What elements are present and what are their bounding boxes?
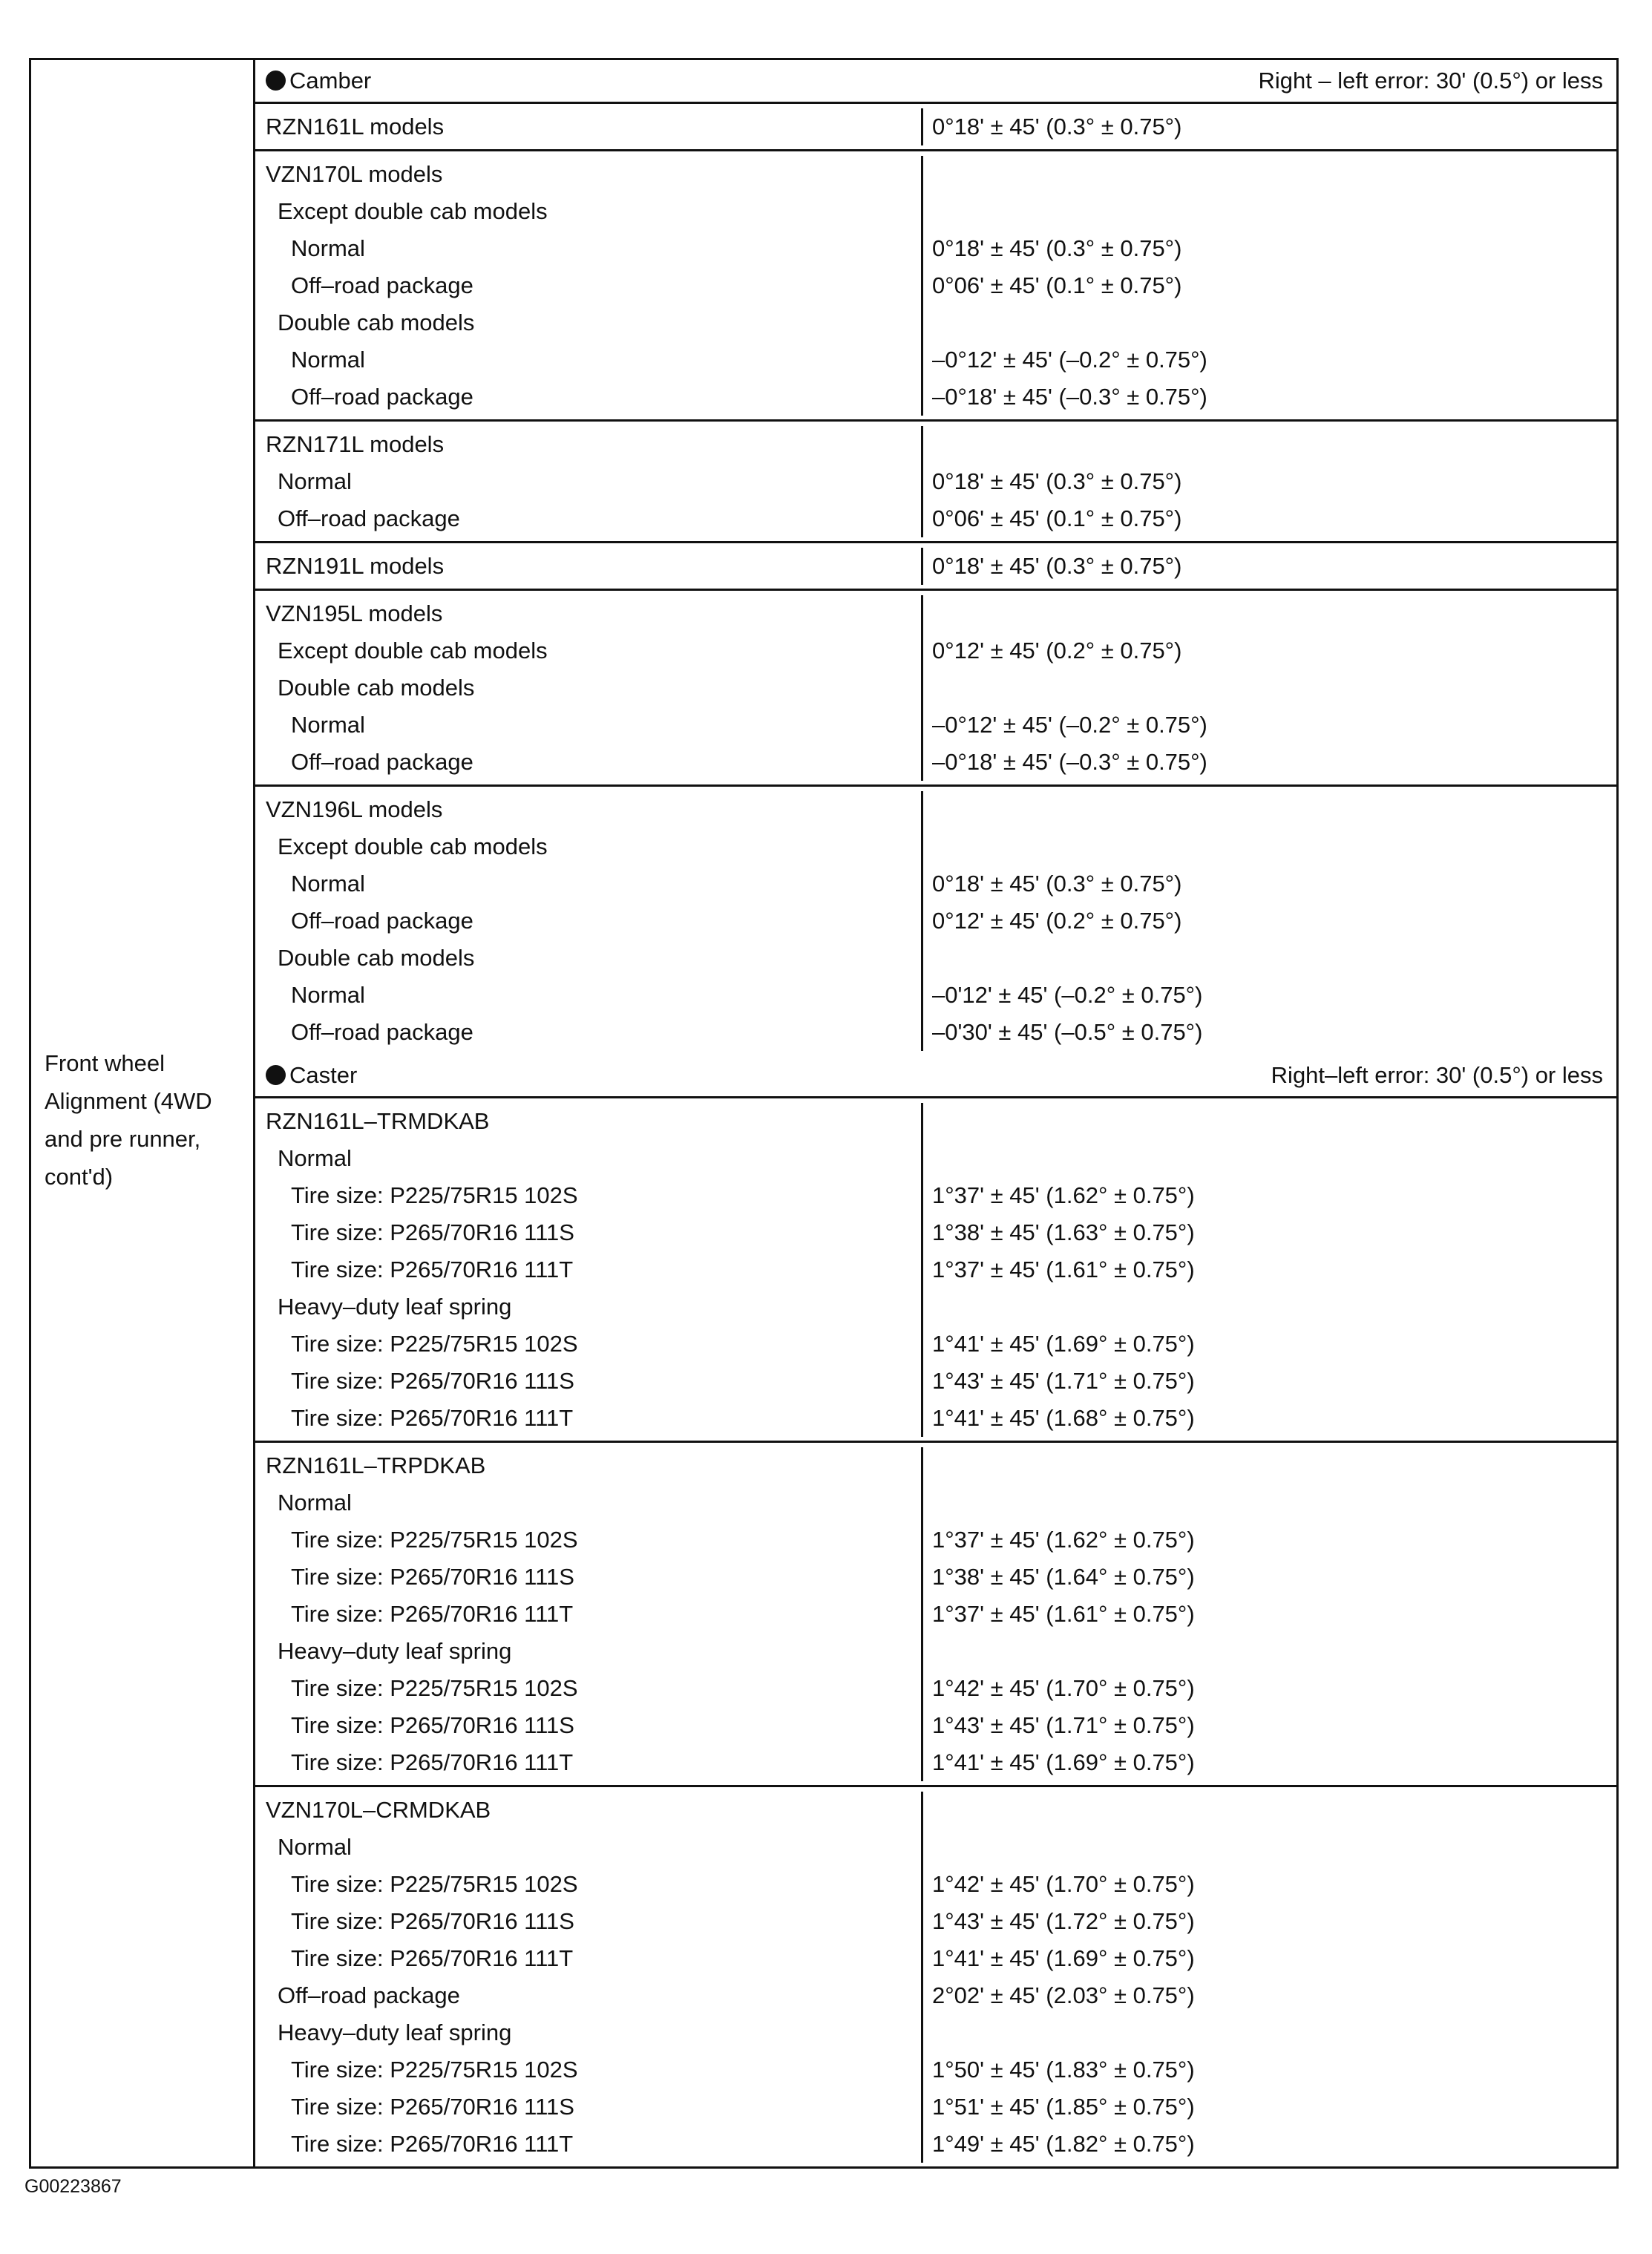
- section-title-wrap: [266, 1062, 357, 1089]
- spec-values: [923, 791, 1616, 1051]
- spec-label: Normal: [291, 982, 365, 1008]
- spec-value: [932, 828, 1616, 865]
- spec-value: 1°51' ± 45' (1.85° ± 0.75°): [932, 2094, 1195, 2120]
- category-label: Front wheel Alignment (4WD and pre runner, cont'd): [45, 1050, 212, 1190]
- spec-values: [923, 156, 1616, 416]
- spec-labels: [255, 156, 923, 416]
- category-column: [31, 60, 255, 2166]
- spec-label: Normal: [291, 871, 365, 897]
- section-title: Caster: [289, 1062, 358, 1088]
- spec-label: RZN161L–TRPDKAB: [266, 1452, 486, 1478]
- spec-value: –0°12' ± 45' (–0.2° ± 0.75°): [932, 712, 1207, 738]
- spec-value: [932, 2014, 1616, 2051]
- spec-value: [932, 1829, 1616, 1866]
- spec-value: 1°43' ± 45' (1.71° ± 0.75°): [932, 1368, 1195, 1394]
- section-title-wrap: [266, 68, 371, 94]
- spec-value: 1°41' ± 45' (1.69° ± 0.75°): [932, 1331, 1195, 1357]
- spec-label: VZN196L models: [266, 796, 443, 822]
- spec-label: RZN161L models: [266, 114, 445, 140]
- spec-label: Heavy–duty leaf spring: [278, 1638, 512, 1664]
- spec-label: Tire size: P265/70R16 111S: [291, 1712, 574, 1738]
- spec-value: 1°43' ± 45' (1.71° ± 0.75°): [932, 1712, 1195, 1738]
- spec-label: Normal: [291, 347, 365, 373]
- spec-label: Heavy–duty leaf spring: [278, 1294, 512, 1320]
- spec-label: Tire size: P265/70R16 111S: [291, 2094, 574, 2120]
- spec-value: [932, 1140, 1616, 1177]
- spec-label: Off–road package: [291, 749, 473, 775]
- spec-value: 1°37' ± 45' (1.62° ± 0.75°): [932, 1527, 1195, 1553]
- spec-value: 0°06' ± 45' (0.1° ± 0.75°): [932, 505, 1182, 531]
- spec-label: Double cab models: [278, 675, 475, 701]
- spec-group: [255, 1443, 1616, 1787]
- spec-label: Normal: [291, 712, 365, 738]
- spec-label: Off–road package: [278, 1982, 460, 2008]
- spec-label: Tire size: P265/70R16 111T: [291, 2131, 574, 2157]
- spec-label: Tire size: P225/75R15 102S: [291, 1331, 578, 1357]
- spec-values: [923, 1792, 1616, 2163]
- spec-label: Tire size: P265/70R16 111S: [291, 1219, 574, 1245]
- spec-label: Off–road package: [291, 1019, 473, 1045]
- spec-value: 1°41' ± 45' (1.69° ± 0.75°): [932, 1749, 1195, 1775]
- spec-values: [923, 108, 1616, 145]
- section-title: Camber: [289, 68, 372, 94]
- spec-values: [923, 1447, 1616, 1781]
- spec-value: 0°18' ± 45' (0.3° ± 0.75°): [932, 553, 1182, 579]
- spec-value: –0°18' ± 45' (–0.3° ± 0.75°): [932, 749, 1207, 775]
- spec-value: [932, 595, 1616, 632]
- spec-labels: [255, 1792, 923, 2163]
- spec-label: VZN170L models: [266, 161, 443, 187]
- spec-label: Off–road package: [291, 908, 473, 934]
- spec-label: Except double cab models: [278, 638, 548, 664]
- spec-label: Except double cab models: [278, 198, 548, 224]
- spec-value: [932, 193, 1616, 230]
- spec-value: 0°06' ± 45' (0.1° ± 0.75°): [932, 272, 1182, 298]
- spec-labels: [255, 548, 923, 585]
- spec-value: –0°12' ± 45' (–0.2° ± 0.75°): [932, 347, 1207, 373]
- spec-label: Tire size: P225/75R15 102S: [291, 2057, 578, 2083]
- spec-labels: [255, 595, 923, 781]
- spec-label: Tire size: P225/75R15 102S: [291, 1871, 578, 1897]
- spec-value: 1°37' ± 45' (1.62° ± 0.75°): [932, 1182, 1195, 1208]
- spec-label: Heavy–duty leaf spring: [278, 2019, 512, 2045]
- spec-value: 0°12' ± 45' (0.2° ± 0.75°): [932, 908, 1182, 934]
- spec-group: [255, 104, 1616, 151]
- spec-label: Normal: [278, 1145, 352, 1171]
- spec-label: Normal: [278, 1490, 352, 1516]
- section-header: [255, 1055, 1616, 1098]
- spec-label: Tire size: P265/70R16 111T: [291, 1749, 574, 1775]
- spec-value: [932, 1447, 1616, 1484]
- spec-label: Double cab models: [278, 309, 475, 335]
- spec-value: 1°50' ± 45' (1.83° ± 0.75°): [932, 2057, 1195, 2083]
- spec-label: Normal: [278, 468, 352, 494]
- spec-label: Double cab models: [278, 945, 475, 971]
- spec-label: Tire size: P225/75R15 102S: [291, 1675, 578, 1701]
- spec-labels: [255, 108, 923, 145]
- spec-label: Tire size: P265/70R16 111S: [291, 1908, 574, 1934]
- spec-value: [932, 940, 1616, 977]
- spec-values: [923, 595, 1616, 781]
- spec-group: [255, 151, 1616, 422]
- spec-label: Except double cab models: [278, 833, 548, 859]
- spec-table: [29, 58, 1619, 2169]
- document-id: G00223867: [24, 2176, 122, 2197]
- spec-value: [932, 1103, 1616, 1140]
- spec-value: [932, 791, 1616, 828]
- spec-label: Off–road package: [278, 505, 460, 531]
- spec-value: [932, 1484, 1616, 1521]
- section-groups: [255, 104, 1616, 1055]
- spec-group: [255, 543, 1616, 591]
- spec-group: [255, 422, 1616, 543]
- spec-label: Off–road package: [291, 272, 473, 298]
- spec-value: [932, 1792, 1616, 1829]
- spec-value: [932, 1633, 1616, 1670]
- spec-label: RZN171L models: [266, 431, 445, 457]
- section-header: [255, 60, 1616, 104]
- section-groups: [255, 1098, 1616, 2166]
- spec-value: [932, 426, 1616, 463]
- spec-value: 0°18' ± 45' (0.3° ± 0.75°): [932, 235, 1182, 261]
- spec-value: 1°49' ± 45' (1.82° ± 0.75°): [932, 2131, 1195, 2157]
- spec-label: Tire size: P265/70R16 111S: [291, 1368, 574, 1394]
- spec-value: 1°37' ± 45' (1.61° ± 0.75°): [932, 1257, 1195, 1282]
- section-note: Right – left error: 30' (0.5°) or less: [1258, 68, 1603, 94]
- spec-label: RZN191L models: [266, 553, 445, 579]
- spec-label: Tire size: P225/75R15 102S: [291, 1527, 578, 1553]
- spec-column: [255, 60, 1616, 2166]
- spec-value: [932, 1288, 1616, 1326]
- spec-label: Off–road package: [291, 384, 473, 410]
- spec-value: –0'30' ± 45' (–0.5° ± 0.75°): [932, 1019, 1203, 1045]
- spec-value: 1°38' ± 45' (1.64° ± 0.75°): [932, 1564, 1195, 1590]
- spec-value: [932, 669, 1616, 707]
- spec-value: 2°02' ± 45' (2.03° ± 0.75°): [932, 1982, 1195, 2008]
- spec-values: [923, 1103, 1616, 1437]
- spec-labels: [255, 1447, 923, 1781]
- spec-labels: [255, 426, 923, 537]
- spec-values: [923, 426, 1616, 537]
- spec-label: Tire size: P265/70R16 111T: [291, 1601, 574, 1627]
- spec-value: 1°41' ± 45' (1.69° ± 0.75°): [932, 1945, 1195, 1971]
- spec-group: [255, 1787, 1616, 2166]
- spec-group: [255, 1098, 1616, 1443]
- spec-label: VZN170L–CRMDKAB: [266, 1797, 491, 1823]
- spec-values: [923, 548, 1616, 585]
- spec-label: Tire size: P265/70R16 111T: [291, 1945, 574, 1971]
- section-note: Right–left error: 30' (0.5°) or less: [1271, 1062, 1603, 1088]
- spec-value: 1°41' ± 45' (1.68° ± 0.75°): [932, 1405, 1195, 1431]
- spec-label: RZN161L–TRMDKAB: [266, 1108, 490, 1134]
- spec-label: Tire size: P265/70R16 111T: [291, 1405, 574, 1431]
- spec-label: Tire size: P265/70R16 111T: [291, 1257, 574, 1282]
- spec-labels: [255, 1103, 923, 1437]
- spec-group: [255, 787, 1616, 1055]
- spec-value: 1°42' ± 45' (1.70° ± 0.75°): [932, 1675, 1195, 1701]
- spec-value: –0°18' ± 45' (–0.3° ± 0.75°): [932, 384, 1207, 410]
- spec-value: 1°42' ± 45' (1.70° ± 0.75°): [932, 1871, 1195, 1897]
- spec-value: 0°18' ± 45' (0.3° ± 0.75°): [932, 468, 1182, 494]
- spec-labels: [255, 791, 923, 1051]
- spec-value: 1°38' ± 45' (1.63° ± 0.75°): [932, 1219, 1195, 1245]
- spec-value: [932, 156, 1616, 193]
- spec-value: 0°18' ± 45' (0.3° ± 0.75°): [932, 114, 1182, 140]
- bullet-icon: [266, 71, 286, 91]
- spec-value: 0°12' ± 45' (0.2° ± 0.75°): [932, 638, 1182, 664]
- spec-value: 1°43' ± 45' (1.72° ± 0.75°): [932, 1908, 1195, 1934]
- spec-value: –0'12' ± 45' (–0.2° ± 0.75°): [932, 982, 1203, 1008]
- spec-label: Tire size: P225/75R15 102S: [291, 1182, 578, 1208]
- spec-group: [255, 591, 1616, 787]
- bullet-icon: [266, 1065, 286, 1085]
- spec-label: Normal: [291, 235, 365, 261]
- spec-value: [932, 304, 1616, 341]
- spec-label: Normal: [278, 1834, 352, 1860]
- spec-label: Tire size: P265/70R16 111S: [291, 1564, 574, 1590]
- spec-label: VZN195L models: [266, 600, 443, 626]
- spec-value: 1°37' ± 45' (1.61° ± 0.75°): [932, 1601, 1195, 1627]
- spec-value: 0°18' ± 45' (0.3° ± 0.75°): [932, 871, 1182, 897]
